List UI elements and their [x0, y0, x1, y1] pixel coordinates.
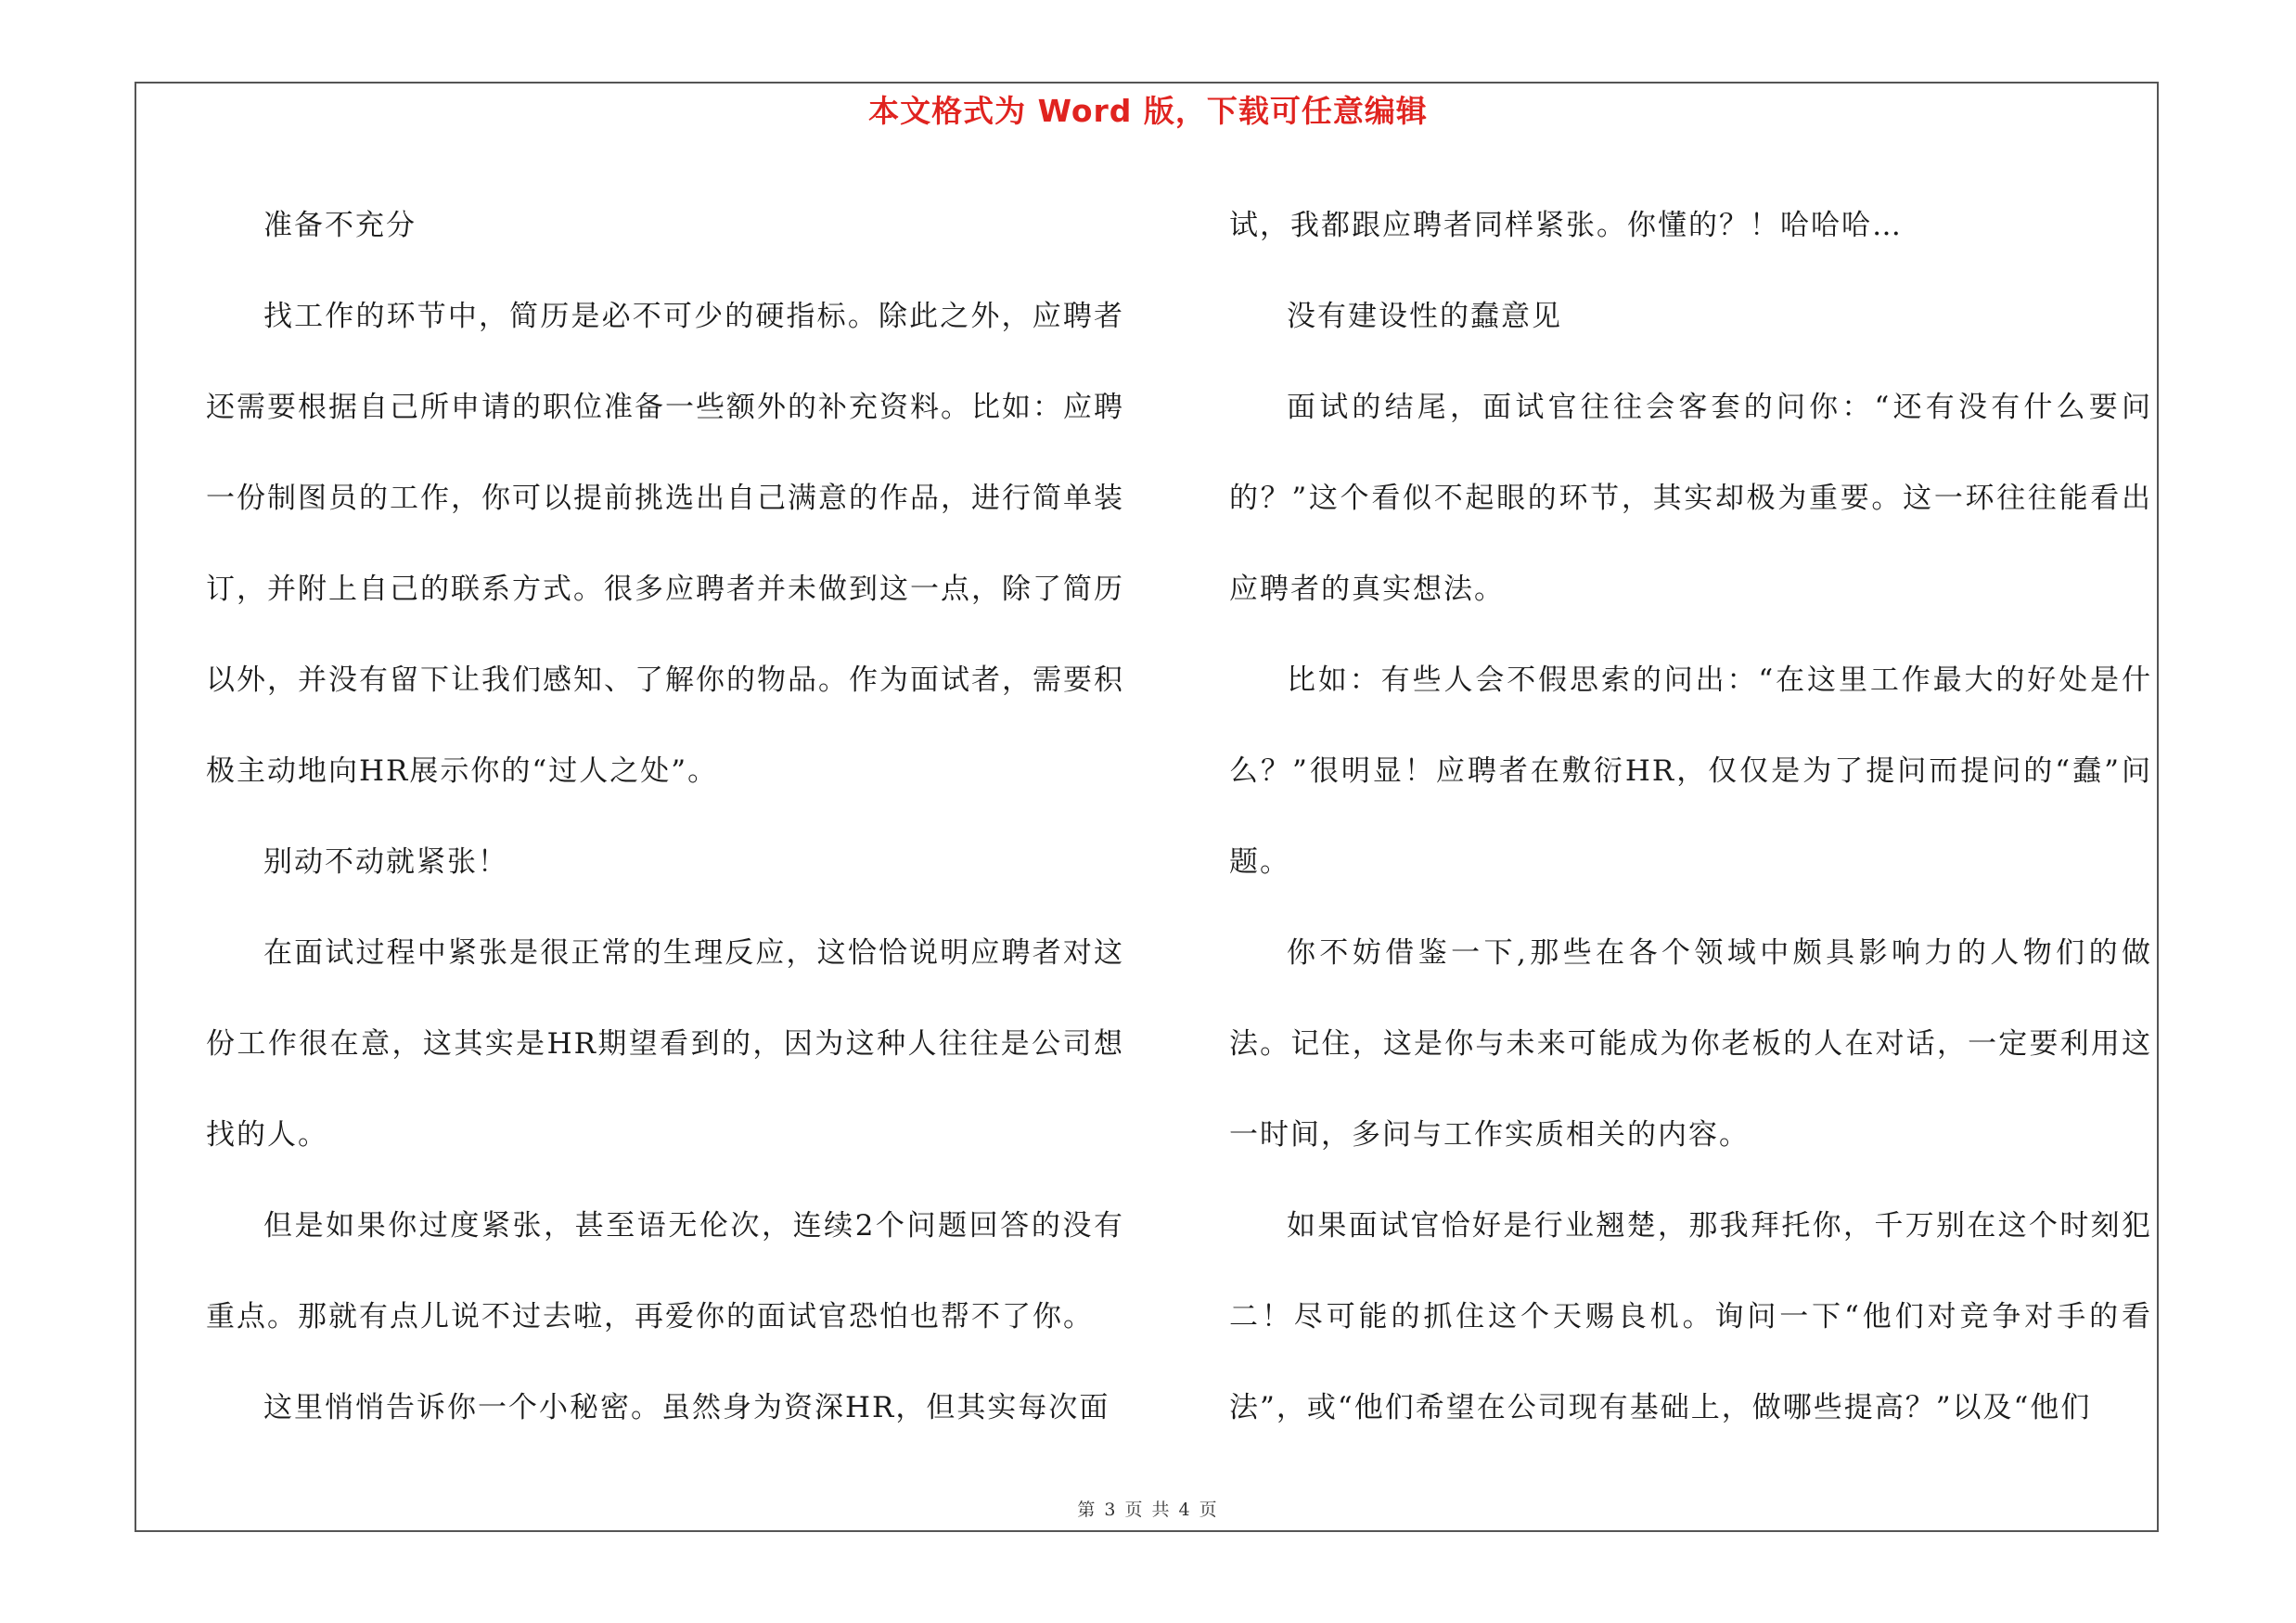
body-paragraph: 在面试过程中紧张是很正常的生理反应，这恰恰说明应聘者对这份工作很在意，这其实是HR期望看到的，因为这种人往往是公司想找的人。	[206, 936, 1124, 1152]
body-paragraph: 比如：有些人会不假思索的问出：“在这里工作最大的好处是什么？”很明显！应聘者在敷衍HR，仅仅是为了提问而提问的“蠢”问题。	[1229, 663, 2152, 879]
section-heading: 别动不动就紧张！	[263, 845, 508, 879]
right-column	[1229, 180, 2152, 1453]
body-paragraph: 面试的结尾，面试官往往会客套的问你：“还有没有什么要问的？”这个看似不起眼的环节，其实却极为重要。这一环往往能看出应聘者的真实想法。	[1229, 391, 2152, 606]
continued-paragraph: 试，我都跟应聘者同样紧张。你懂的？！哈哈哈…	[1229, 209, 1903, 242]
body-paragraph: 如果面试官恰好是行业翘楚，那我拜托你，千万别在这个时刻犯二！尽可能的抓住这个天赐良机。询问一下“他们对竞争对手的看法”，或“他们希望在公司现有基础上，做哪些提高？”以及“他们	[1229, 1209, 2152, 1424]
body-paragraph: 你不妨借鉴一下,那些在各个领域中颇具影响力的人物们的做法。记住，这是你与未来可能成为你老板的人在对话，一定要利用这一时间，多问与工作实质相关的内容。	[1229, 936, 2152, 1152]
section-heading: 没有建设性的蠢意见	[1287, 300, 1562, 333]
page-number: 第 3 页 共 4 页	[1077, 1500, 1219, 1520]
body-paragraph: 这里悄悄告诉你一个小秘密。虽然身为资深HR，但其实每次面	[263, 1391, 1110, 1424]
section-heading: 准备不充分	[263, 209, 417, 242]
body-paragraph: 但是如果你过度紧张，甚至语无伦次，连续2个问题回答的没有重点。那就有点儿说不过去啦，再爱你的面试官恐怕也帮不了你。	[206, 1209, 1124, 1333]
left-column	[206, 180, 1124, 1453]
word-format-banner: 本文格式为 Word 版，下载可任意编辑	[868, 93, 1428, 129]
body-paragraph: 找工作的环节中，简历是必不可少的硬指标。除此之外，应聘者还需要根据自己所申请的职位准备一些额外的补充资料。比如：应聘一份制图员的工作，你可以提前挑选出自己满意的作品，进行简单装订，并附上自己的联系方式。很多应聘者并未做到这一点，除了简历以外，并没有留下让我们感知、了解你的物品。作为面试者，需要积极主动地向HR展示你的“过人之处”。	[206, 300, 1124, 788]
